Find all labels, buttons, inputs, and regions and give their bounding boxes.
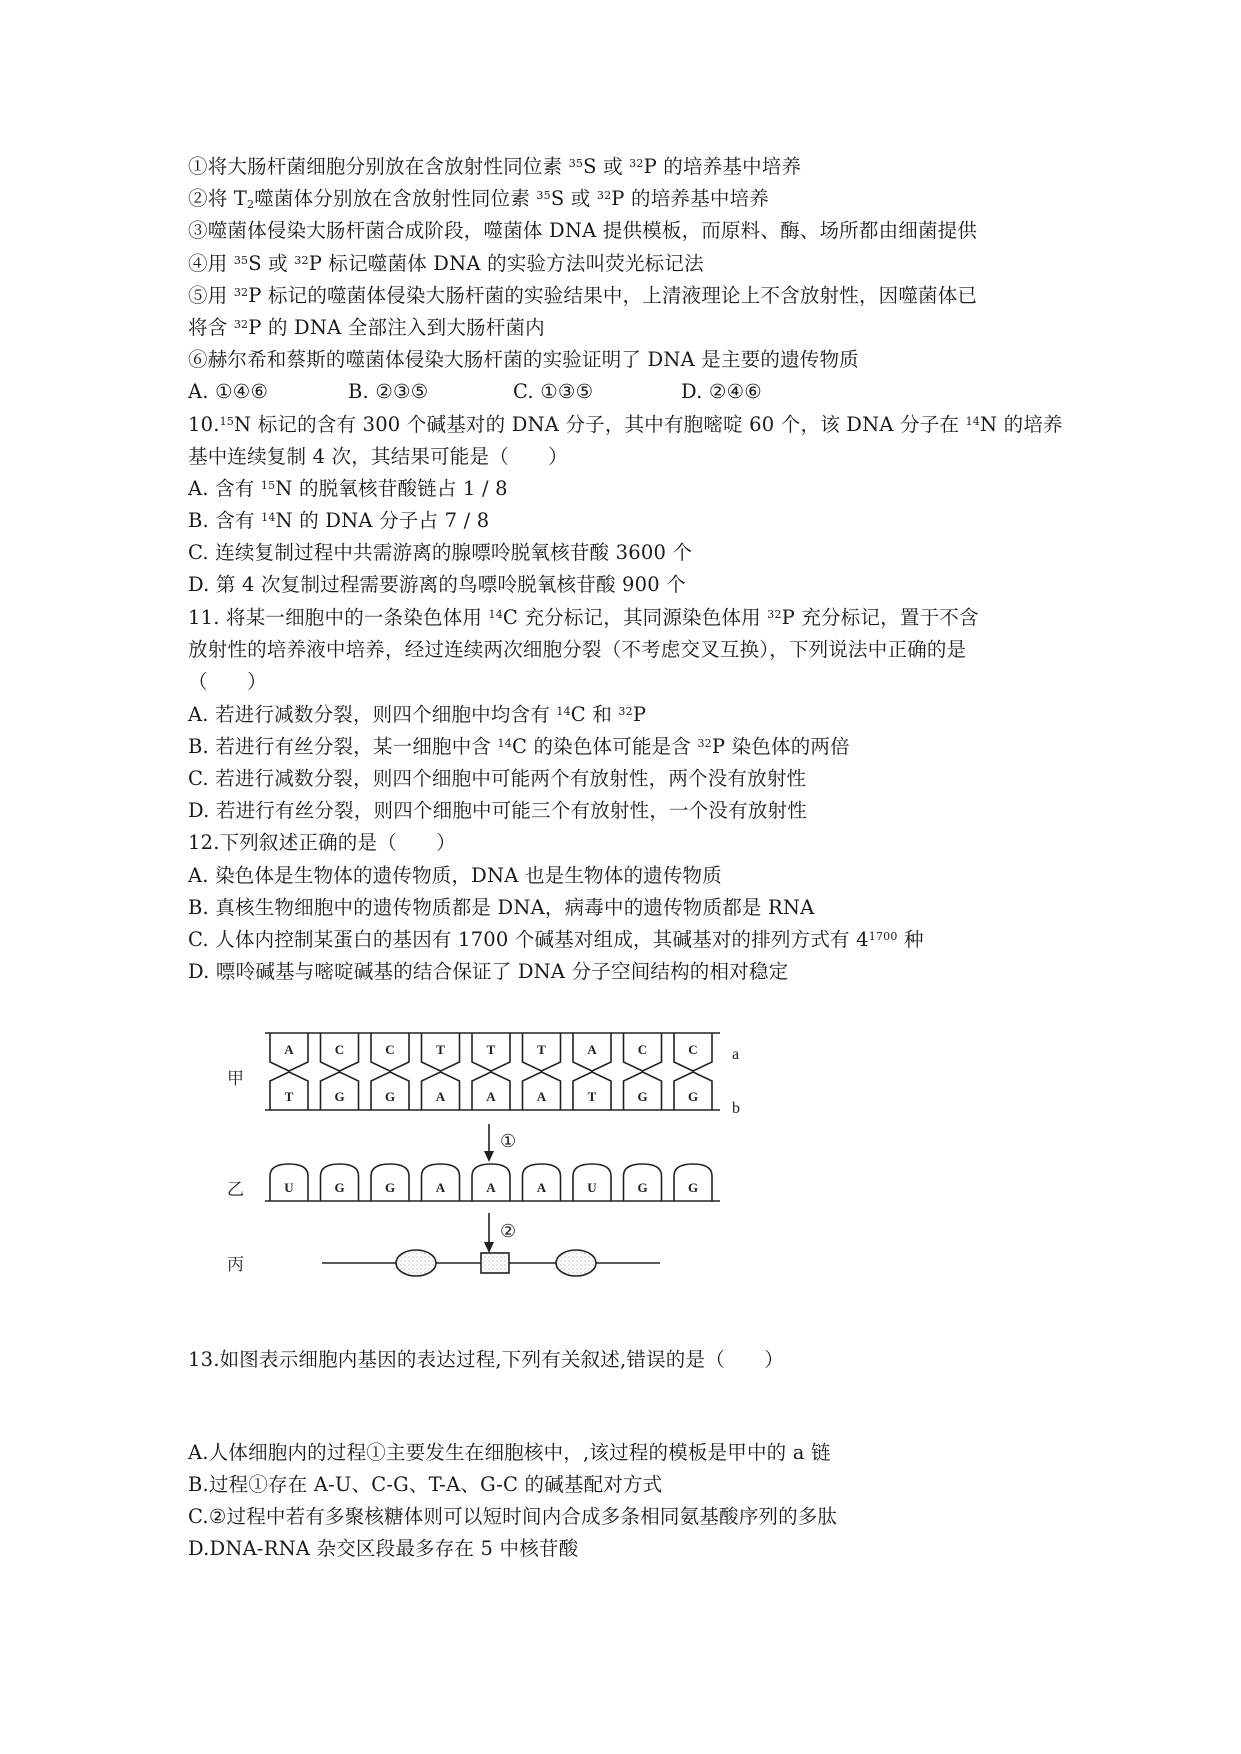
strand-a-base-label: T <box>436 1042 445 1057</box>
strand-a-base-label: A <box>587 1042 597 1057</box>
strand-b-base-label: G <box>384 1089 396 1104</box>
q9-statement-5: ⑤用 $^{32}$P 标记的噬菌体侵染大肠杆菌的实验结果中，上清液理论上不含放射性，因噬菌体已 <box>188 284 978 307</box>
strand-a-nucleotide <box>523 1033 561 1071</box>
arrow-1-head <box>484 1151 494 1162</box>
mrna-nucleotide <box>371 1164 409 1201</box>
mrna-nucleotide <box>472 1164 510 1201</box>
mrna-nucleotide <box>270 1164 308 1201</box>
label-bing: 丙 <box>227 1255 244 1274</box>
mrna-base-label: U <box>587 1180 597 1195</box>
strand-b-label: b <box>732 1100 740 1117</box>
strand-a-nucleotide <box>472 1033 510 1071</box>
q9-option-d: D. ②④⑥ <box>681 380 762 403</box>
q13-option-a: A.人体细胞内的过程①主要发生在细胞核中，,该过程的模板是甲中的 a 链 <box>188 1441 831 1464</box>
strand-a-base-label: T <box>486 1042 496 1057</box>
mrna-base-label: G <box>384 1180 396 1195</box>
q12-option-c: C. 人体内控制某蛋白的基因有 1700 个碱基对组成，其碱基对的排列方式有 $4^{1700}$ 种 <box>188 928 924 951</box>
strand-a-nucleotide <box>573 1033 611 1071</box>
strand-a-nucleotide <box>371 1033 409 1071</box>
strand-b-nucleotide <box>321 1072 359 1110</box>
mrna-base-label: A <box>486 1180 496 1195</box>
mrna-nucleotide <box>573 1164 611 1201</box>
q9-option-b: B. ②③⑤ <box>348 380 429 403</box>
strand-b-base-label: A <box>435 1089 446 1104</box>
q10-option-d: D. 第 4 次复制过程需要游离的鸟嘌呤脱氧核苷酸 900 个 <box>188 573 686 596</box>
q12-option-b: B. 真核生物细胞中的遗传物质都是 DNA，病毒中的遗传物质都是 RNA <box>188 896 815 919</box>
strand-b <box>270 1072 712 1110</box>
q11-option-b: B. 若进行有丝分裂，某一细胞中含 $^{14}$C 的染色体可能是含 $^{32}$P 染色体的两倍 <box>188 735 850 758</box>
mrna-nucleotide <box>674 1164 712 1201</box>
q9-statement-4: ④用 $^{35}$S 或 $^{32}$P 标记噬菌体 DNA 的实验方法叫荧光标记法 <box>188 252 704 275</box>
strand-a-nucleotide <box>270 1033 308 1071</box>
amino-acid-1 <box>396 1250 436 1276</box>
strand-b-nucleotide <box>270 1072 308 1110</box>
mrna-base-label: A <box>435 1180 446 1195</box>
mrna-base-label: A <box>536 1180 547 1195</box>
q11-option-d: D. 若进行有丝分裂，则四个细胞中可能三个有放射性，一个没有放射性 <box>188 799 807 822</box>
q9-statement-5-cont: 将含 $^{32}$P 的 DNA 全部注入到大肠杆菌内 <box>188 316 545 339</box>
q13-option-d: D.DNA-RNA 杂交区段最多存在 5 中核苷酸 <box>188 1537 579 1560</box>
mrna-base-label: G <box>687 1180 699 1195</box>
strand-b-base-label: A <box>536 1089 547 1104</box>
q9-statement-1: ①将大肠杆菌细胞分别放在含放射性同位素 $^{35}$S 或 $^{32}$P 的培养基中培养 <box>188 155 802 178</box>
q9-statement-2: ②将 $T_2$噬菌体分别放在含放射性同位素 $^{35}$S 或 $^{32}$P 的培养基中培养 <box>188 187 769 211</box>
q12-option-a: A. 染色体是生物体的遗传物质，DNA 也是生物体的遗传物质 <box>188 864 722 887</box>
strand-a-nucleotide <box>624 1033 662 1071</box>
strand-b-nucleotide <box>472 1072 510 1110</box>
strand-a-base-label: C <box>688 1042 698 1057</box>
strand-a-base-label: C <box>334 1042 345 1057</box>
strand-a-base-label: A <box>284 1042 294 1057</box>
q11-option-a: A. 若进行减数分裂，则四个细胞中均含有 $^{14}$C 和 $^{32}$P <box>188 703 647 726</box>
strand-b-nucleotide <box>523 1072 561 1110</box>
q10-stem-cont: 基中连续复制 4 次，其结果可能是（ ） <box>188 445 569 468</box>
mrna-strand <box>270 1164 712 1201</box>
strand-b-base-label: T <box>587 1089 597 1104</box>
q9-option-c: C. ①③⑤ <box>513 380 594 403</box>
q12-option-d: D. 嘌呤碱基与嘧啶碱基的结合保证了 DNA 分子空间结构的相对稳定 <box>188 960 789 983</box>
q10-option-c: C. 连续复制过程中共需游离的腺嘌呤脱氧核苷酸 3600 个 <box>188 541 693 564</box>
q9-options <box>188 380 762 404</box>
amino-acid-3 <box>556 1250 596 1276</box>
arrow-2-head <box>484 1242 494 1253</box>
q11-option-c: C. 若进行减数分裂，则四个细胞中可能两个有放射性，两个没有放射性 <box>188 767 807 790</box>
strand-a <box>270 1033 712 1071</box>
q10-option-a: A. 含有 $^{15}$N 的脱氧核苷酸链占 1 / 8 <box>188 477 508 500</box>
mrna-nucleotide <box>422 1164 460 1201</box>
q12-stem: 12.下列叙述正确的是（ ） <box>188 831 457 854</box>
strand-a-base-label: C <box>385 1042 395 1057</box>
q9-statement-3: ③噬菌体侵染大肠杆菌合成阶段，噬菌体 DNA 提供模板，而原料、酶、场所都由细菌提供 <box>188 219 978 242</box>
step-2-label: ② <box>500 1221 517 1241</box>
q11-answer-blank: （ ） <box>188 670 267 693</box>
mrna-base-label: G <box>334 1180 345 1195</box>
q11-stem-cont: 放射性的培养液中培养，经过连续两次细胞分裂（不考虑交叉互换），下列说法中正确的是 <box>188 638 967 661</box>
strand-b-nucleotide <box>573 1072 611 1110</box>
q10-option-b: B. 含有 $^{14}$N 的 DNA 分子占 7 / 8 <box>188 509 490 532</box>
label-yi: 乙 <box>227 1180 244 1199</box>
strand-b-nucleotide <box>624 1072 662 1110</box>
mrna-nucleotide <box>523 1164 561 1201</box>
strand-b-base-label: A <box>486 1089 496 1104</box>
step-1-label: ① <box>500 1131 517 1151</box>
strand-b-base-label: G <box>334 1089 345 1104</box>
strand-b-nucleotide <box>422 1072 460 1110</box>
strand-a-base-label: C <box>637 1042 648 1057</box>
strand-a-nucleotide <box>321 1033 359 1071</box>
mrna-base-label: U <box>284 1180 294 1195</box>
strand-b-base-label: G <box>687 1089 699 1104</box>
strand-a-label: a <box>732 1046 740 1063</box>
strand-a-nucleotide <box>674 1033 712 1071</box>
strand-b-nucleotide <box>674 1072 712 1110</box>
strand-a-base-label: T <box>537 1042 546 1057</box>
q9-option-a: A. ①④⑥ <box>188 380 269 403</box>
strand-a-nucleotide <box>422 1033 460 1071</box>
mrna-base-label: G <box>637 1180 648 1195</box>
q13-option-c: C.②过程中若有多聚核糖体则可以短时间内合成多条相同氨基酸序列的多肽 <box>188 1505 838 1528</box>
strand-b-base-label: T <box>284 1089 294 1104</box>
mrna-nucleotide <box>321 1164 359 1201</box>
label-jia: 甲 <box>227 1069 244 1088</box>
mrna-nucleotide <box>624 1164 662 1201</box>
q9-statement-6: ⑥赫尔希和蔡斯的噬菌体侵染大肠杆菌的实验证明了 DNA 是主要的遗传物质 <box>188 348 859 371</box>
strand-b-nucleotide <box>371 1072 409 1110</box>
q13-option-b: B.过程①存在 A-U、C-G、T-A、G-C 的碱基配对方式 <box>188 1473 663 1496</box>
amino-acid-2 <box>481 1253 509 1273</box>
q11-stem: 11. 将某一细胞中的一条染色体用 $^{14}$C 充分标记，其同源染色体用 $^{32}$P 充分标记，置于不含 <box>188 606 979 629</box>
q13-stem: 13.如图表示细胞内基因的表达过程,下列有关叙述,错误的是（ ） <box>188 1348 785 1371</box>
strand-b-base-label: G <box>637 1089 648 1104</box>
q10-stem: 10.15N 标记的含有 300 个碱基对的 DNA 分子，其中有胞嘧啶 60 个，该 DNA 分子在 $^{14}$N 的培养 <box>188 413 1063 436</box>
